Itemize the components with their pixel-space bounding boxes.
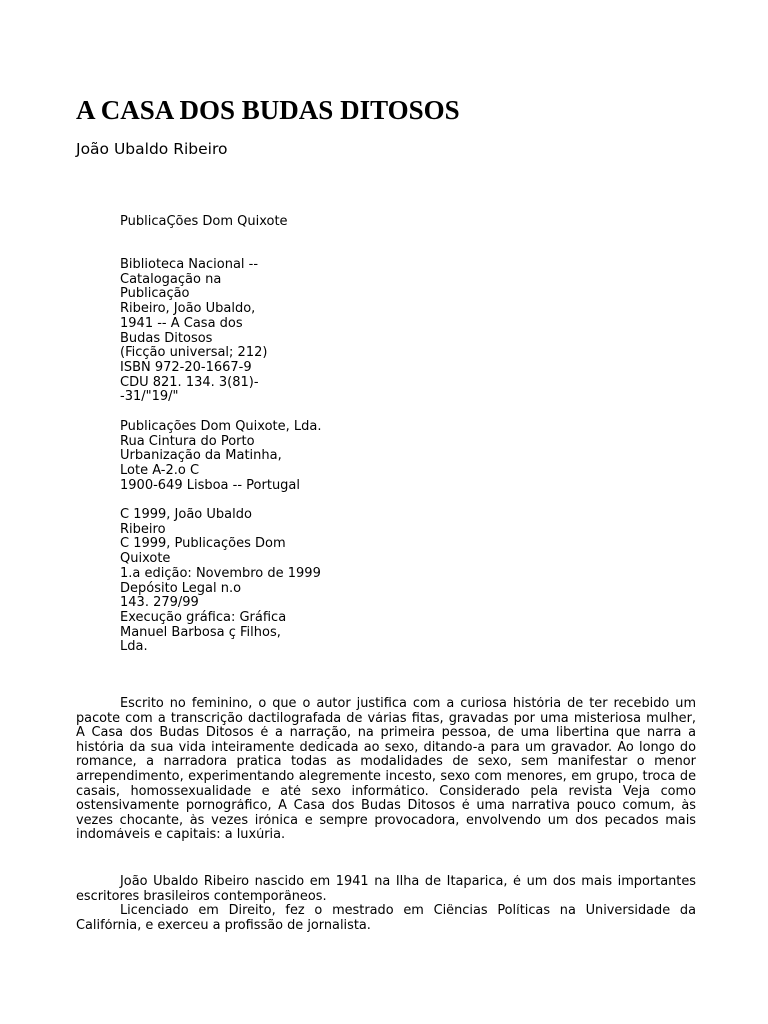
synopsis-line: romance, a narradora pratica todas as modalidades de sexo, sem manifestar o menor — [76, 755, 696, 770]
catalog-block — [120, 258, 267, 405]
rights-line: 1.a edição: Novembro de 1999 — [120, 565, 321, 581]
synopsis-line: vezes chocante, às vezes irónica e sempre provocadora, envolvendo um dos pecados mais — [76, 813, 696, 828]
synopsis-line: ostensivamente pornográfico, A Casa dos Budas Ditosos é uma narrativa pouco comum, às — [76, 799, 696, 814]
synopsis-line: pacote com a transcrição dactilografada de várias fitas, gravadas por uma misteriosa mulher, — [76, 711, 696, 726]
rights-line: Quixote — [120, 551, 171, 567]
catalog-line: (Ficção universal; 212) — [120, 345, 268, 361]
rights-block — [120, 508, 321, 655]
bio-line: Califórnia, e exerceu a profissão de jornalista. — [76, 918, 371, 933]
author-bio-paragraph — [76, 875, 696, 933]
author-name: João Ubaldo Ribeiro — [76, 140, 228, 158]
synopsis-line: Escrito no feminino, o que o autor justifica com a curiosa história de ter recebido um — [120, 697, 696, 711]
publisher-line: PublicaÇões Dom Quixote — [120, 214, 288, 229]
address-line: 1900-649 Lisboa -- Portugal — [120, 477, 301, 493]
catalog-line: -31/"19/" — [120, 389, 179, 405]
address-line: Publicações Dom Quixote, Lda. — [120, 419, 322, 434]
catalog-line: Publicação — [120, 286, 190, 302]
catalog-line: Biblioteca Nacional -- — [120, 257, 259, 272]
bio-line: João Ubaldo Ribeiro nascido em 1941 na Ilha de Itaparica, é um dos mais importantes — [120, 875, 696, 889]
catalog-line: 1941 -- A Casa dos — [120, 315, 243, 331]
address-line: Rua Cintura do Porto — [120, 433, 255, 449]
rights-line: Depósito Legal n.o — [120, 580, 242, 596]
synopsis-line: arrependimento, experimentando alegremente incesto, sexo com menores, em grupo, troca de — [76, 769, 696, 784]
synopsis-line: indomáveis e capitais: a luxúria. — [76, 828, 286, 843]
synopsis-line: casais, homossexualidade e até sexo informático. Considerado pela revista Veja como — [76, 784, 696, 799]
synopsis-paragraph — [76, 697, 696, 843]
catalog-line: ISBN 972-20-1667-9 — [120, 359, 252, 375]
address-line: Lote A-2.o C — [120, 463, 200, 479]
catalog-line: CDU 821. 134. 3(81)- — [120, 374, 259, 390]
rights-line: C 1999, João Ubaldo — [120, 507, 252, 522]
catalog-line: Catalogação na — [120, 271, 222, 287]
rights-line: Manuel Barbosa ç Filhos, — [120, 624, 281, 640]
catalog-line: Budas Ditosos — [120, 330, 213, 346]
book-title: A CASA DOS BUDAS DITOSOS — [76, 95, 460, 125]
bio-line: Licenciado em Direito, fez o mestrado em Ciências Políticas na Universidade da — [120, 904, 696, 919]
catalog-line: Ribeiro, João Ubaldo, — [120, 301, 256, 317]
address-block — [120, 420, 322, 494]
bio-line: escritores brasileiros contemporâneos. — [76, 889, 327, 904]
synopsis-line: A Casa dos Budas Ditosos é a narração, na primeira pessoa, de uma libertina que narra a — [76, 726, 696, 741]
synopsis-line: história da sua vida inteiramente dedicada ao sexo, ditando-a para um gravador. Ao longo do — [76, 740, 696, 755]
rights-line: 143. 279/99 — [120, 595, 199, 611]
rights-line: Ribeiro — [120, 521, 166, 537]
rights-line: Lda. — [120, 639, 148, 655]
rights-line: C 1999, Publicações Dom — [120, 536, 286, 552]
rights-line: Execução gráfica: Gráfica — [120, 609, 287, 625]
address-line: Urbanização da Matinha, — [120, 448, 282, 464]
